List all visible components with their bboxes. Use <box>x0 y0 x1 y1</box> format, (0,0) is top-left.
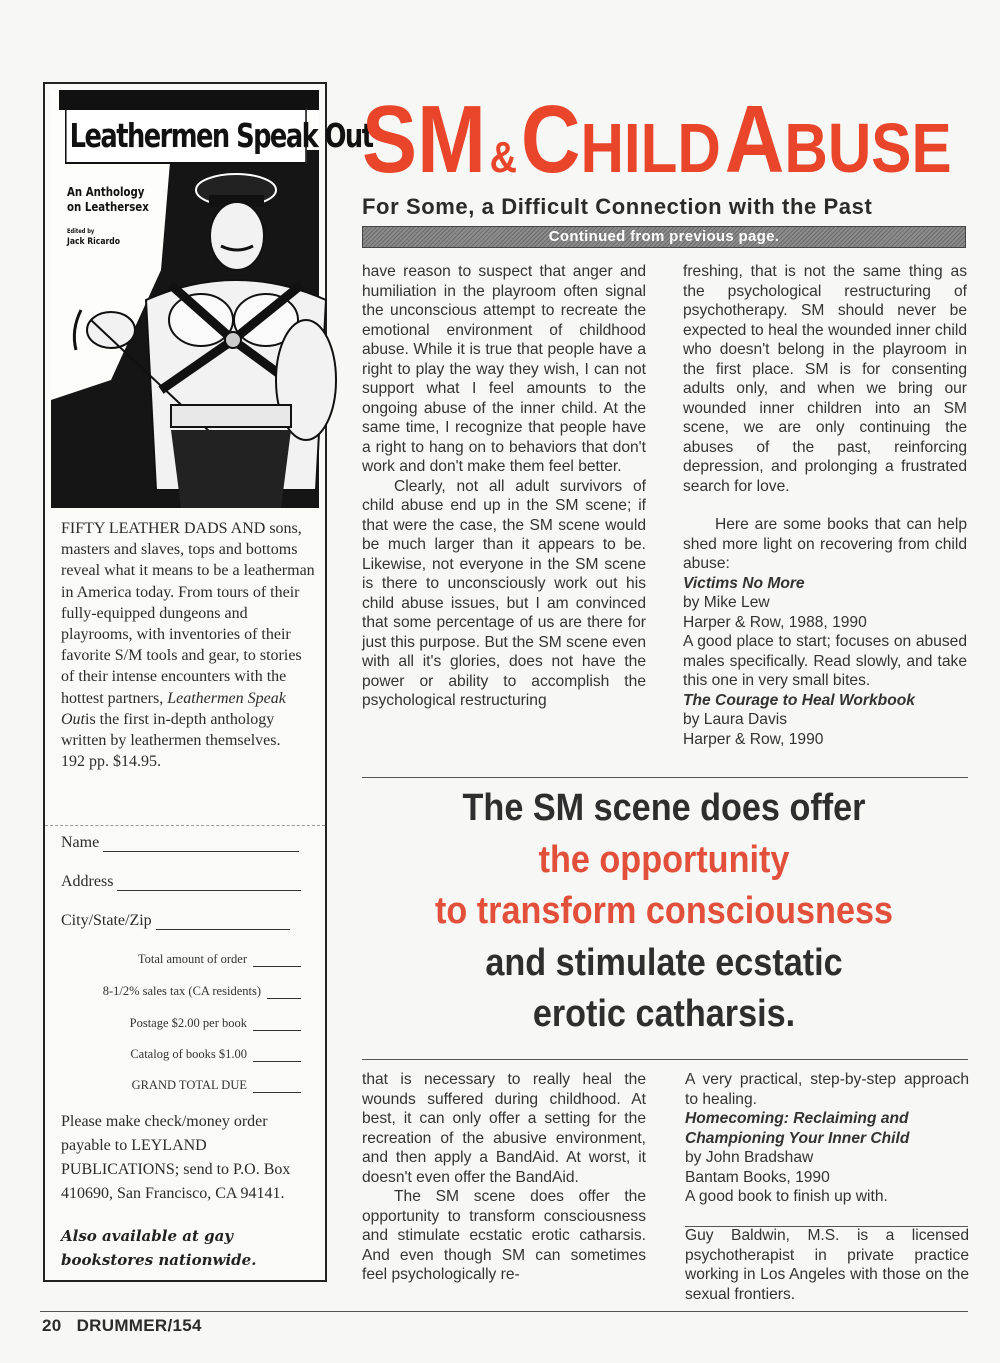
title-c: C <box>520 86 581 193</box>
ad-description-lead: FIFTY LEATHER DADS AND <box>61 520 266 537</box>
order-line-catalog[interactable] <box>130 1047 301 1062</box>
address-label: Address <box>61 873 114 890</box>
name-field[interactable] <box>61 834 299 852</box>
pull-quote-line: erotic catharsis. <box>532 993 796 1035</box>
author-bio <box>685 1226 969 1304</box>
book-note: A good book to finish up with. <box>685 1188 888 1205</box>
pull-quote <box>362 783 966 1041</box>
ad-description-book-title: Leathermen Speak Out <box>61 689 286 728</box>
ad-description <box>61 518 316 772</box>
order-line-label: Postage $2.00 per book <box>129 1016 247 1030</box>
order-line-blank[interactable] <box>253 956 301 967</box>
pull-quote-line: to transform consciousness <box>434 890 894 932</box>
ad-description-tail: is the first in-depth anthology written by leathermen themselves. <box>61 710 281 750</box>
book-author: by Laura Davis <box>683 711 788 728</box>
pull-quote-line: and stimulate ecstatic <box>485 941 843 984</box>
cover-editor <box>67 226 120 248</box>
order-line-postage[interactable] <box>130 1016 301 1031</box>
cover-subtitle-line-2: on Leathersex <box>67 200 149 214</box>
book-title: Victims No More <box>683 574 805 592</box>
book-entry <box>683 574 967 691</box>
order-line-label: 8-1/2% sales tax (CA residents) <box>102 984 261 998</box>
book-note: A very practical, step-by-step approach to healing. <box>685 1071 969 1108</box>
paragraph: freshing, that is not the same thing as the psychological restructuring of psychotherapy. SM should never be expected to heal the wounded inner child who doesn't belong in the playroom in the first place. SM is for consenting adults only, and when we bring our wounded inner children into an SM scene, we are only continuing the abuses of the past, reinforcing depression, and prolonging a frustrated search for love. <box>683 263 967 495</box>
pull-quote-line: the opportunity <box>538 838 790 881</box>
city-state-zip-field[interactable] <box>61 912 290 930</box>
order-line-grand-total[interactable] <box>132 1078 301 1093</box>
payment-instructions: Please make check/money order payable to LEYLAND PUBLICATIONS; send to P.O. Box 410690, San Francisco, CA 94141. <box>61 1113 291 1202</box>
order-line-blank[interactable] <box>253 1051 301 1062</box>
article-subtitle: For Some, a Difficult Connection with the Past <box>362 194 873 219</box>
title-a: A <box>724 86 785 193</box>
title-buse: BUSE <box>784 109 952 187</box>
pull-quote-line: The SM scene does offer <box>462 787 866 829</box>
book-publisher: Harper & Row, 1988, 1990 <box>683 613 867 631</box>
page-footer <box>42 1316 202 1336</box>
book-title: Homecoming: Reclaiming and Championing Your Inner Child <box>685 1110 910 1147</box>
order-line-blank[interactable] <box>267 988 301 999</box>
column-2-bottom <box>685 1070 969 1207</box>
cover-top-bar <box>59 90 319 110</box>
book-entry <box>685 1109 969 1207</box>
ad-price: 192 pp. $14.95. <box>61 753 161 771</box>
footer-rule <box>40 1311 968 1312</box>
title-sm: SM <box>362 86 486 193</box>
book-cover <box>51 90 373 508</box>
pull-quote-bottom-rule <box>362 1059 968 1060</box>
order-line-blank[interactable] <box>253 1020 301 1031</box>
cover-edited-by: Edited by <box>67 228 95 235</box>
cover-subtitle-line-1: An Anthology <box>67 185 145 199</box>
order-line-label: Catalog of books $1.00 <box>130 1047 247 1061</box>
book-title: The Courage to Heal Workbook <box>683 691 915 709</box>
title-ampersand: & <box>489 133 518 182</box>
page-number: 20 <box>42 1316 62 1335</box>
availability-note: Also available at gay bookstores nationwide. <box>61 1227 257 1269</box>
publication-issue: DRUMMER/154 <box>76 1316 202 1335</box>
cover-title: Leathermen Speak Out <box>65 108 307 164</box>
paragraph: The SM scene does offer the opportunity to transform consciousness and stimulate ecstatic erotic catharsis. And even though SM can sometimes feel psychologically re- <box>362 1188 646 1283</box>
book-author: by John Bradshaw <box>685 1149 814 1166</box>
city-state-zip-label: City/State/Zip <box>61 912 152 929</box>
book-advertisement <box>43 82 373 1282</box>
order-line-sales-tax[interactable] <box>103 984 301 999</box>
author-bio-text: Guy Baldwin, M.S. is a licensed psychotherapist in private practice working in Los Angeles with those on the sexual frontiers. <box>685 1227 969 1303</box>
name-blank[interactable] <box>103 837 299 852</box>
column-2-top <box>683 262 967 749</box>
order-line-label: Total amount of order <box>137 952 247 966</box>
continued-banner: Continued from previous page. <box>362 226 966 248</box>
column-1-bottom <box>362 1070 646 1285</box>
paragraph: have reason to suspect that anger and humiliation in the playroom often signal the unconscious attempt to recreate the emotional environment of childhood abuse. While it is true that people have a right to play the way they wish, I can not support what I feel amounts to the ongoing abuse of the inner child. At the same time, I recognize that people have a right to hang on to behaviors that don't work and don't make them feel better. <box>362 263 646 475</box>
book-author: by Mike Lew <box>683 594 770 611</box>
column-1-top <box>362 262 646 711</box>
book-publisher: Bantam Books, 1990 <box>685 1168 830 1186</box>
paragraph: Here are some books that can help shed more light on recovering from child abuse: <box>683 516 967 572</box>
book-entry <box>683 691 967 750</box>
order-line-total[interactable] <box>138 952 301 967</box>
pull-quote-top-rule <box>362 777 968 778</box>
cover-subtitle <box>67 185 149 215</box>
title-hild: HILD <box>580 109 721 187</box>
coupon-cut-line <box>45 825 325 826</box>
paragraph: Clearly, not all adult survivors of child abuse end up in the SM scene; if that were the case, the SM scene would be much larger than it appears to be. Likewise, not everyone in the SM scene is there to unconsciously work out his child abuse issues, but I am convinced that some percentage of us are there for just this purpose. But the SM scene even with all it's glories, does not have the power or ability to accomplish the psychological restructuring <box>362 477 646 709</box>
name-label: Name <box>61 834 100 851</box>
city-state-zip-blank[interactable] <box>156 915 290 930</box>
address-blank[interactable] <box>117 876 301 891</box>
address-field[interactable] <box>61 873 301 891</box>
book-note: A good place to start; focuses on abused males specifically. Read slowly, and take this one in very small bites. <box>683 633 967 689</box>
paragraph: that is necessary to really heal the wounds suffered during childhood. At best, it can only offer a setting for the recreation of the abusive environment, and then apply a BandAid. At worst, it doesn't even offer the BandAid. <box>362 1071 646 1186</box>
book-publisher: Harper & Row, 1990 <box>683 730 824 748</box>
order-line-label: GRAND TOTAL DUE <box>131 1078 247 1092</box>
cover-editor-name: Jack Ricardo <box>67 237 121 247</box>
order-line-blank[interactable] <box>253 1082 301 1093</box>
ad-description-text: sons, masters and slaves, tops and bottoms reveal what it means to be a leatherman in America today. From tours of their fully-equipped dungeons and playrooms, with inventories of their favorite S/M tools and gear, to stories of their intense encounters with the hottest partners, <box>61 520 315 707</box>
